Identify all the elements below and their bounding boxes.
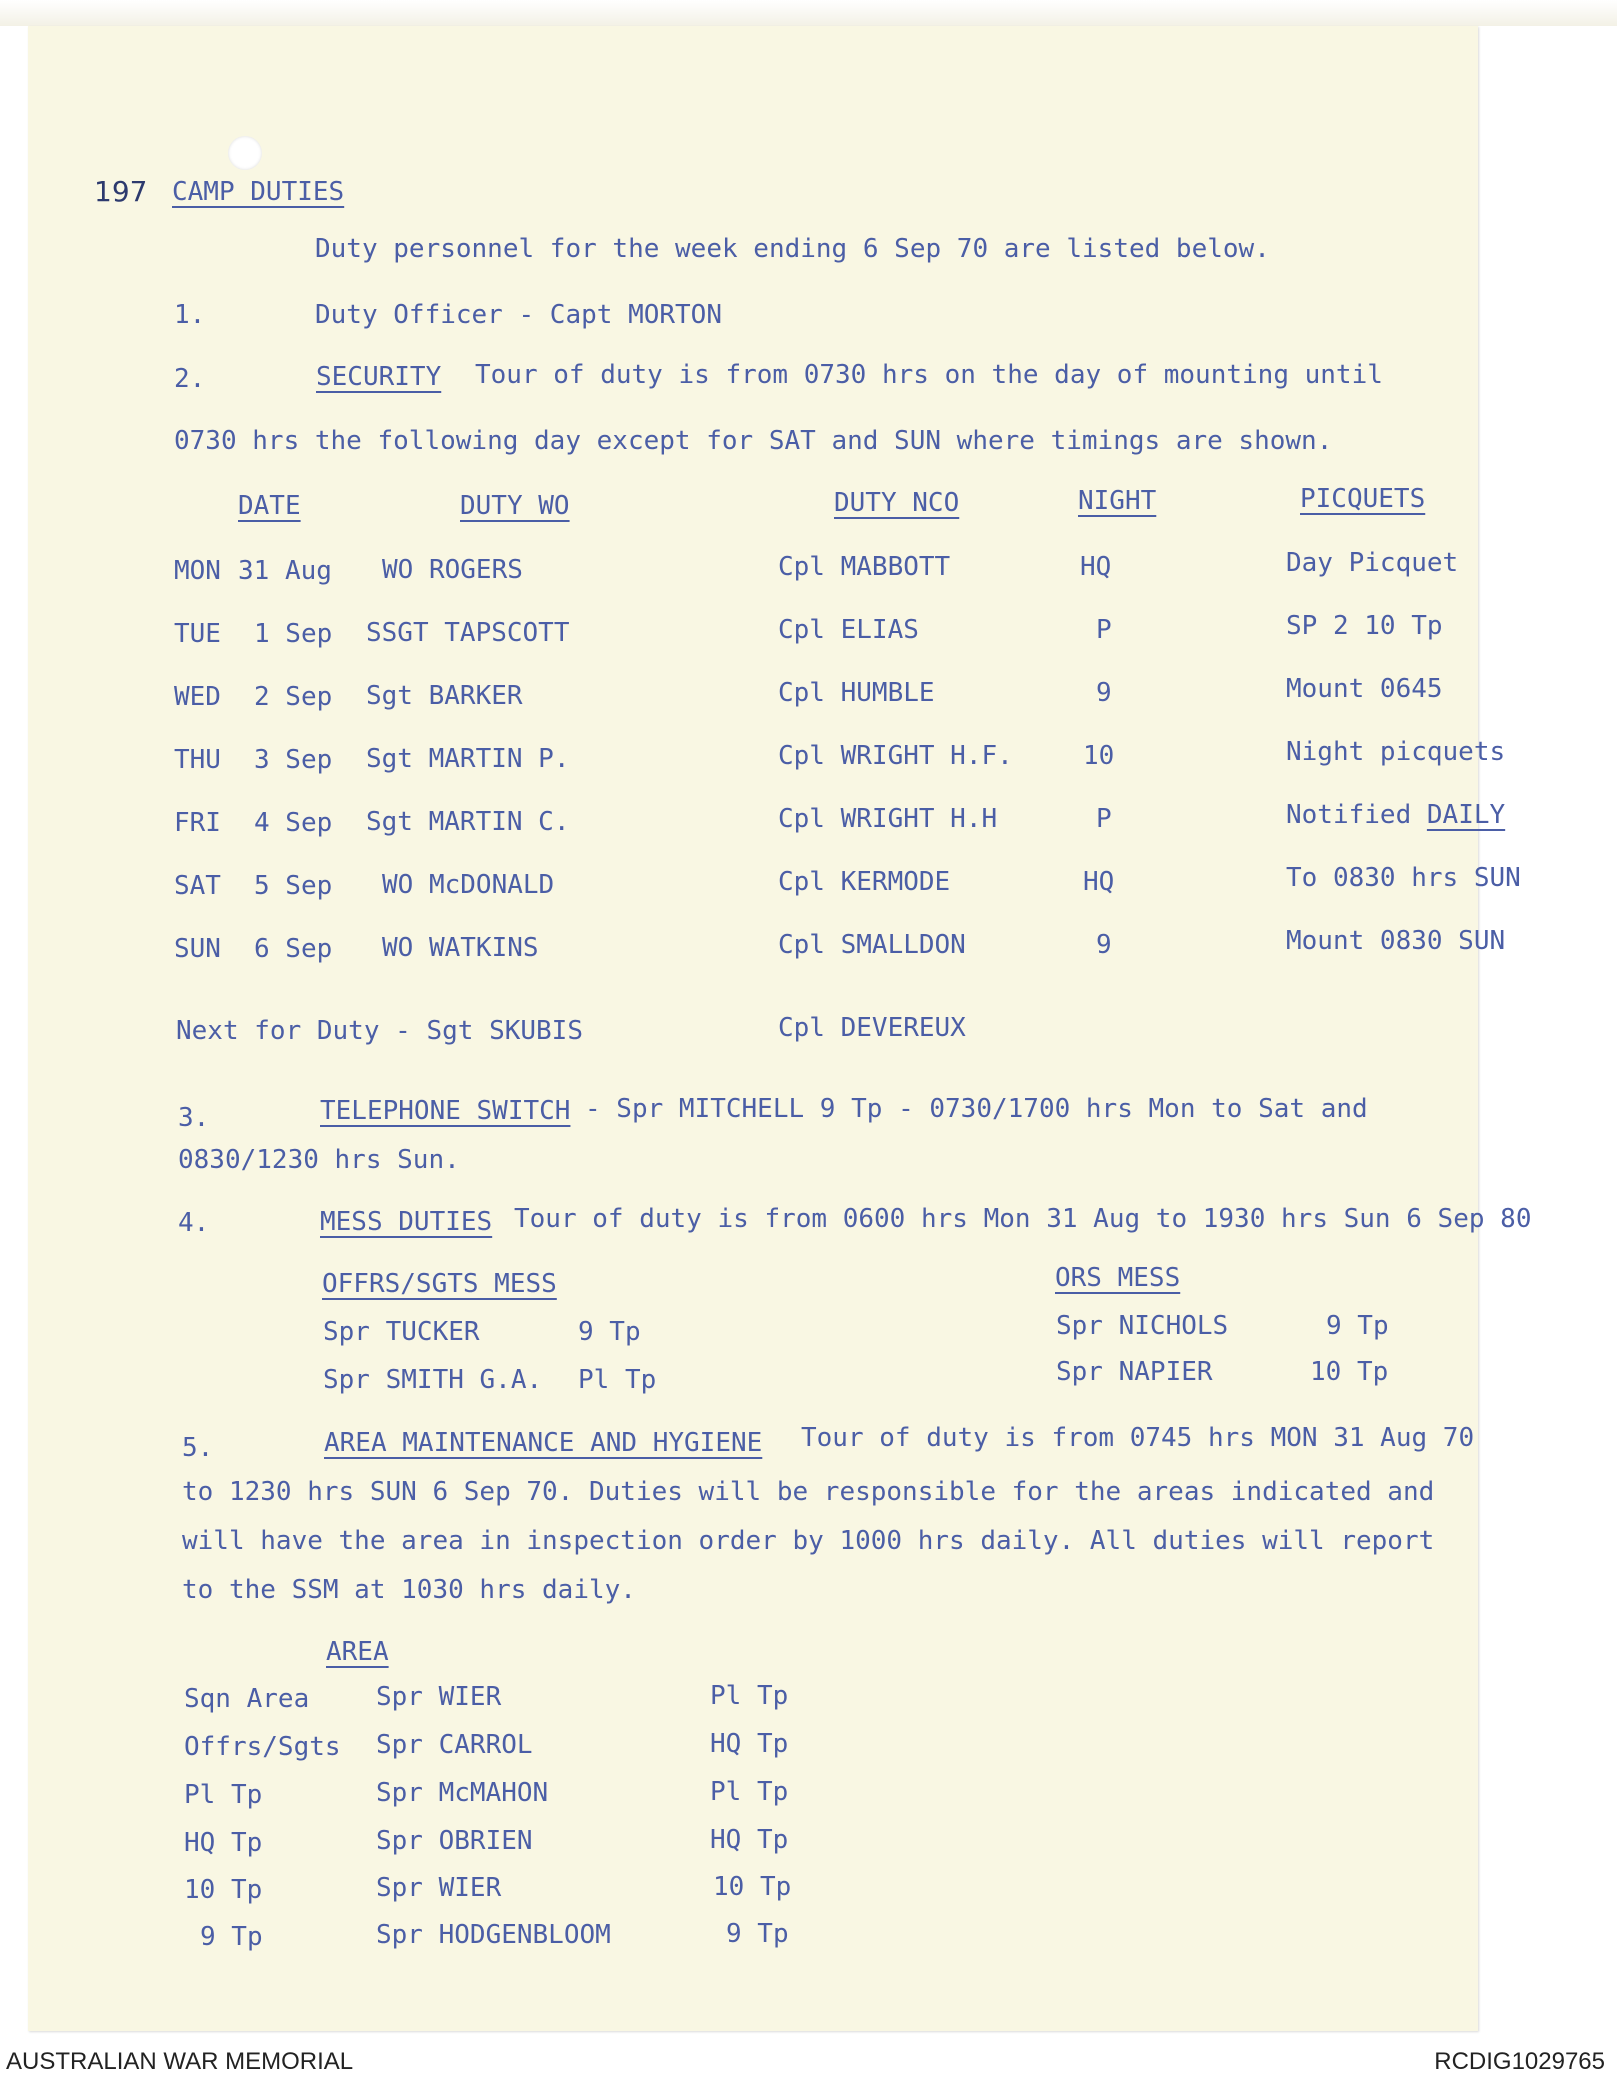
row-date: 1 Sep	[254, 619, 333, 649]
punch-hole	[228, 136, 262, 170]
duty-officer: Duty Officer - Capt MORTON	[315, 300, 722, 330]
row-day: FRI	[174, 808, 221, 838]
area-maintenance-text-2: to 1230 hrs SUN 6 Sep 70. Duties will be responsible for the areas indicated and	[182, 1477, 1435, 1507]
area-maintenance-text-1: Tour of duty is from 0745 hrs MON 31 Aug 70	[801, 1423, 1475, 1453]
row-day: SUN	[174, 934, 221, 964]
row-night: 9	[1096, 930, 1112, 960]
header-picquets: PICQUETS	[1300, 484, 1426, 514]
row-day: THU	[174, 745, 221, 775]
area-person: Spr WIER	[376, 1873, 502, 1903]
para1-number: 1.	[174, 300, 206, 330]
area-tp: 9 Tp	[726, 1919, 789, 1949]
row-duty-nco: Cpl SMALLDON	[778, 930, 966, 960]
row-picquet-underlined: DAILY	[1426, 800, 1506, 830]
telephone-switch-text-1: - Spr MITCHELL 9 Tp - 0730/1700 hrs Mon to Sat and	[585, 1094, 1368, 1124]
offrs-mess-heading: OFFRS/SGTS MESS	[322, 1269, 557, 1299]
row-night: P	[1096, 804, 1112, 834]
row-night: 9	[1096, 678, 1112, 708]
row-picquet: Day Picquet	[1286, 548, 1459, 578]
row-duty-wo: WO McDONALD	[382, 870, 555, 900]
offrs-mess-name: Spr TUCKER	[323, 1317, 480, 1347]
row-picquet: SP 2 10 Tp	[1286, 611, 1443, 641]
security-text-1: Tour of duty is from 0730 hrs on the day of mounting until	[475, 360, 1383, 390]
row-night: 10	[1083, 741, 1115, 771]
security-heading: SECURITY	[316, 362, 442, 392]
area-maintenance-text-3: will have the area in inspection order by 1000 hrs daily. All duties will report	[182, 1526, 1435, 1556]
row-picquet: To 0830 hrs SUN	[1286, 863, 1521, 893]
row-night: HQ	[1080, 552, 1112, 582]
header-date: DATE	[238, 491, 301, 521]
offrs-mess-tp: Pl Tp	[578, 1365, 657, 1395]
header-night: NIGHT	[1078, 486, 1157, 516]
row-picquet	[1286, 799, 1505, 831]
row-duty-nco: Cpl ELIAS	[778, 615, 919, 645]
telephone-switch-heading: TELEPHONE SWITCH	[320, 1096, 571, 1126]
row-duty-wo: Sgt MARTIN P.	[366, 744, 570, 774]
area-tp: HQ Tp	[710, 1729, 789, 1759]
header-duty-wo: DUTY WO	[460, 491, 570, 521]
page-title: CAMP DUTIES	[172, 177, 345, 207]
row-night: P	[1096, 615, 1112, 645]
item-number: 197	[94, 175, 148, 208]
offrs-mess-tp: 9 Tp	[578, 1317, 641, 1347]
area-name: Offrs/Sgts	[184, 1732, 341, 1762]
row-day: TUE	[174, 619, 221, 649]
mess-duties-text: Tour of duty is from 0600 hrs Mon 31 Aug to 1930 hrs Sun 6 Sep 80	[514, 1204, 1532, 1234]
row-day: MON	[174, 556, 221, 586]
ors-mess-name: Spr NAPIER	[1056, 1357, 1213, 1387]
row-duty-nco: Cpl WRIGHT H.F.	[778, 741, 1013, 771]
area-person: Spr HODGENBLOOM	[376, 1920, 611, 1950]
area-name: 10 Tp	[184, 1875, 263, 1905]
row-duty-wo: WO WATKINS	[382, 933, 539, 963]
next-for-duty: Next for Duty - Sgt SKUBIS	[176, 1016, 583, 1046]
row-night: HQ	[1083, 867, 1115, 897]
area-maintenance-heading: AREA MAINTENANCE AND HYGIENE	[324, 1428, 763, 1458]
area-tp: Pl Tp	[710, 1681, 789, 1711]
row-duty-wo: Sgt MARTIN C.	[366, 807, 570, 837]
area-name: HQ Tp	[184, 1828, 263, 1858]
archive-footer	[0, 2038, 1617, 2082]
footer-right: RCDIG1029765	[1434, 2048, 1605, 2075]
row-picquet: Mount 0645	[1286, 674, 1443, 704]
row-picquet: Mount 0830 SUN	[1286, 926, 1506, 956]
telephone-switch-text-2: 0830/1230 hrs Sun.	[178, 1145, 460, 1175]
security-text-2: 0730 hrs the following day except for SAT and SUN where timings are shown.	[174, 426, 1333, 456]
header-duty-nco: DUTY NCO	[834, 488, 960, 518]
para2-number: 2.	[174, 364, 206, 394]
area-tp: Pl Tp	[710, 1777, 789, 1807]
row-date: 4 Sep	[254, 808, 333, 838]
row-duty-wo: WO ROGERS	[382, 555, 523, 585]
footer-left: AUSTRALIAN WAR MEMORIAL	[6, 2048, 354, 2075]
row-picquet: Night picquets	[1286, 737, 1506, 767]
row-duty-nco: Cpl MABBOTT	[778, 552, 951, 582]
ors-mess-tp: 10 Tp	[1310, 1357, 1389, 1387]
ors-mess-tp: 9 Tp	[1326, 1311, 1389, 1341]
para4-number: 4.	[178, 1208, 210, 1238]
offrs-mess-name: Spr SMITH G.A.	[323, 1365, 543, 1395]
row-duty-wo: Sgt BARKER	[366, 681, 523, 711]
area-name: Pl Tp	[184, 1780, 263, 1810]
area-name: Sqn Area	[184, 1684, 310, 1714]
mess-duties-heading: MESS DUTIES	[320, 1207, 493, 1237]
row-date: 2 Sep	[254, 682, 333, 712]
row-date: 5 Sep	[254, 871, 333, 901]
area-person: Spr McMAHON	[376, 1778, 549, 1808]
area-maintenance-text-4: to the SSM at 1030 hrs daily.	[182, 1575, 636, 1605]
row-duty-nco: Cpl HUMBLE	[778, 678, 935, 708]
area-person: Spr OBRIEN	[376, 1826, 533, 1856]
area-person: Spr CARROL	[376, 1730, 533, 1760]
row-duty-nco: Cpl KERMODE	[778, 867, 951, 897]
area-tp: 10 Tp	[713, 1872, 792, 1902]
row-day: SAT	[174, 871, 221, 901]
area-name: 9 Tp	[200, 1922, 263, 1952]
area-heading: AREA	[326, 1637, 389, 1667]
row-picquet-text: Notified	[1286, 800, 1427, 830]
next-for-duty-nco: Cpl DEVEREUX	[778, 1013, 966, 1043]
ors-mess-heading: ORS MESS	[1055, 1263, 1181, 1293]
row-duty-wo: SSGT TAPSCOTT	[366, 618, 570, 648]
intro-text: Duty personnel for the week ending 6 Sep 70 are listed below.	[315, 234, 1270, 264]
row-date: 31 Aug	[238, 556, 332, 586]
row-duty-nco: Cpl WRIGHT H.H	[778, 804, 998, 834]
scan-top-edge	[0, 0, 1617, 26]
ors-mess-name: Spr NICHOLS	[1056, 1311, 1229, 1341]
area-tp: HQ Tp	[710, 1825, 789, 1855]
para5-number: 5.	[182, 1433, 214, 1463]
area-person: Spr WIER	[376, 1682, 502, 1712]
row-day: WED	[174, 682, 221, 712]
row-date: 3 Sep	[254, 745, 333, 775]
para3-number: 3.	[178, 1103, 210, 1133]
row-date: 6 Sep	[254, 934, 333, 964]
